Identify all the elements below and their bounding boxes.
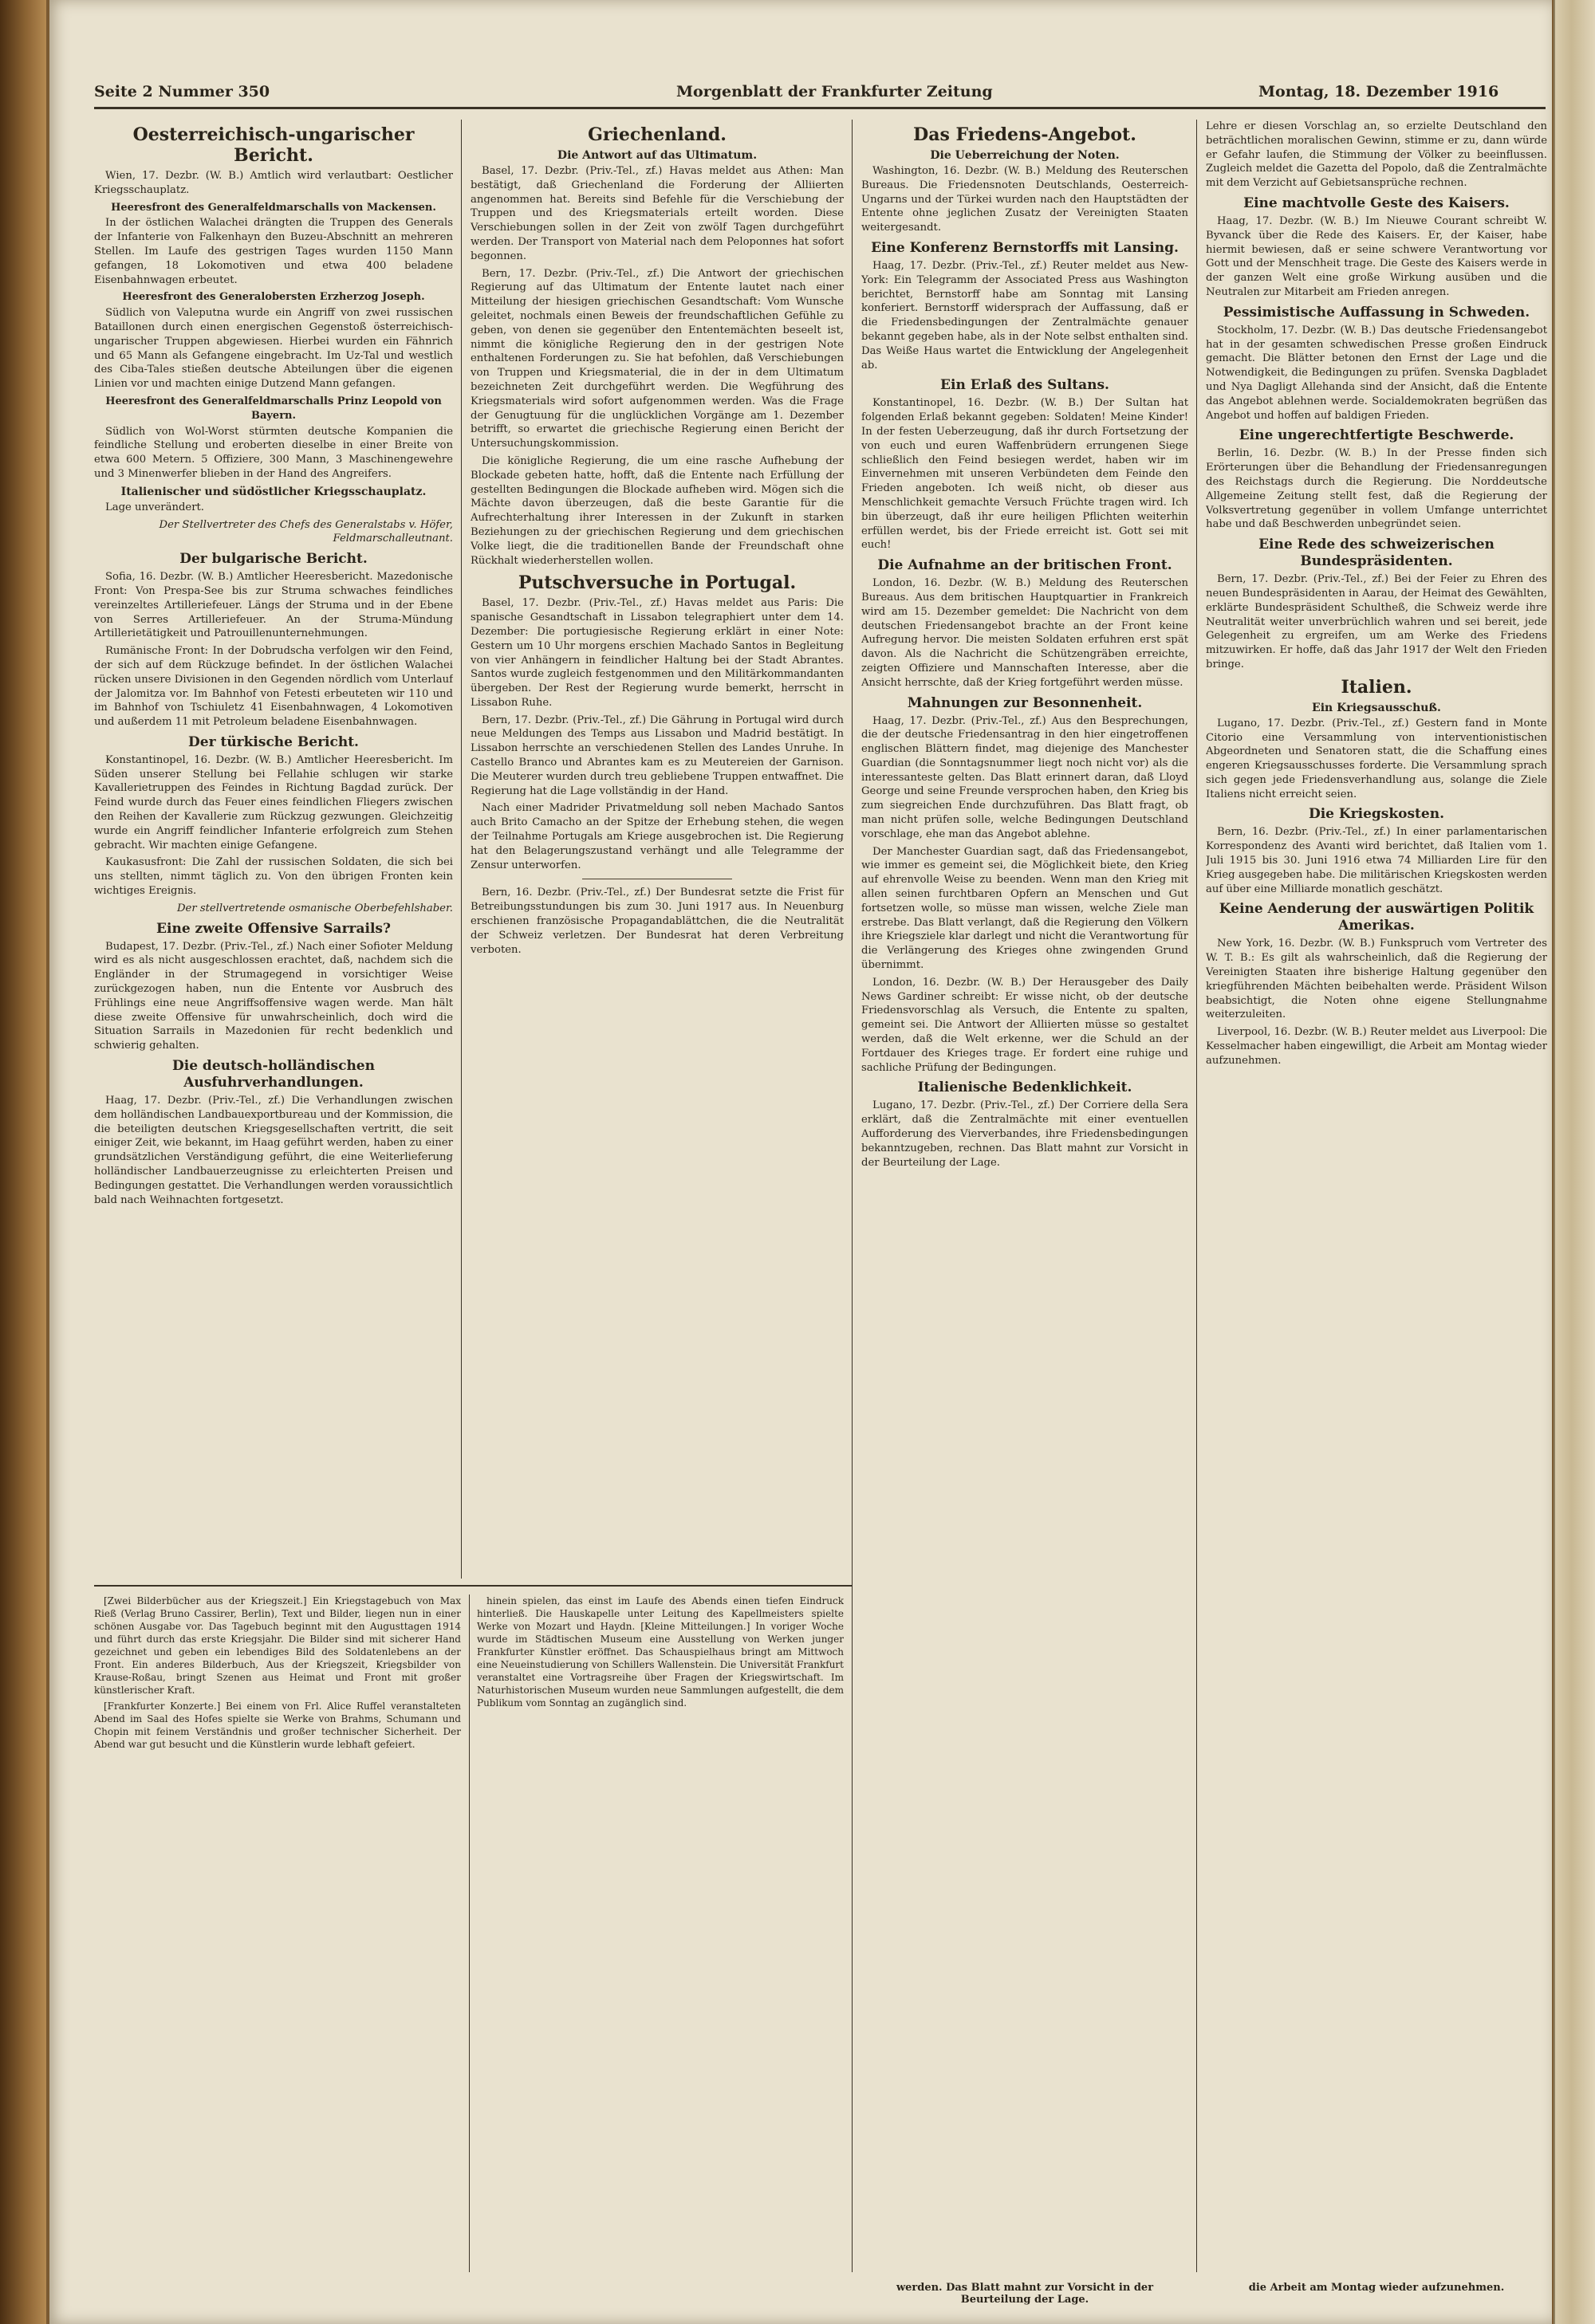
article-text: Die königliche Regierung, die um eine rasche Aufhebung der Blockade gebeten hatte, hofft, daß die Entente nach Erfüllung der gestellten Bedingungen die Blockade aufheben wird. Mögen sich die Mächte davon überzeugen, daß die beste Garantie für die Aufrechterhaltung ihrer Interessen in der Zukunft in starken Beziehungen zu der griechischen Regierung und dem griechischen Volke liegt, die die traditionellen Bande der Freundschaft ohne Rückhalt wiederherstellen wollen. [471,454,844,567]
feuilleton-left [94,1595,461,2272]
article-text: Budapest, 17. Dezbr. (Priv.-Tel., zf.) Nach einer Sofioter Meldung wird es als nicht ausgeschlossen erachtet, daß, nachdem sich die Engländer in der Strumagegend in vorsichtiger Weise zurückgezogen haben, nun die Entente vor Ausbruch des Frühlings eine neue Angriffsoffensive wagen werde. Man hält diese zweite Offensive für unwahrscheinlich, doch wird die Situation Sarrails in Mazedonien für recht bedenklich und schwierig gehalten. [94,940,453,1052]
headline-sultan: Ein Erlaß des Sultans. [940,377,1109,394]
headline-turkish-report: Der türkische Bericht. [188,733,359,750]
article-text: London, 16. Dezbr. (W. B.) Der Herausgeber des Daily News Gardiner schreibt: Er wisse nicht, ob der deutsche Friedensvorschlag als Versuch, die Entente zu spalten, gemeint sei. Die Antwort der Alliierten müsse so gestaltet werden, daß die Welt erkenne, wer die Schuld an der Fortdauer des Krieges trage. Er fordert eine ruhige und sachliche Prüfung der Bedingungen. [861,976,1188,1074]
headline-prudence: Mahnungen zur Besonnenheit. [907,694,1143,711]
subheading: Die Antwort auf das Ultimatum. [557,149,758,162]
article-text: Liverpool, 16. Dezbr. (W. B.) Reuter meldet aus Liverpool: Die Kesselmacher haben eingewilligt, die Arbeit am Montag wieder aufzunehmen. [1206,1026,1547,1067]
headline-bulgarian-report: Der bulgarische Bericht. [179,551,368,568]
headline-lansing: Eine Konferenz Bernstorffs mit Lansing. [871,239,1179,256]
article-text: Nach einer Madrider Privatmeldung soll neben Machado Santos auch Brito Camacho an der Spitze der Erhebung stehen, die wegen der Teilnahme Portugals am Kriege ausgebrochen ist. Die Regierung hat den Belagerungszustand verhängt und alle Telegramme der Zensur unterworfen. [471,802,844,871]
article-text: Berlin, 16. Dezbr. (W. B.) In der Presse finden sich Erörterungen über die Behandlung der Friedensanregungen des Reichstags durch die Regierung. Die Norddeutsche Allgemeine Zeitung stellt fest, daß die Regierung der Volksvertretung gegenüber in vollem Umfange unterrichtet habe und daß Beschwerden unbegründet seien. [1206,447,1547,531]
subheading: Heeresfront des Generalfeldmarschalls Prinz Leopold von Bayern. [105,395,442,422]
column-4 [1206,120,1547,2264]
article-text: Bern, 17. Dezbr. (Priv.-Tel., zf.) Die Gährung in Portugal wird durch neue Meldungen des Temps aus Lissabon und Madrid bestätigt. In Lissabon herrschte an verschiedenen Stellen des Landes Unruhe. In Castello Branco und Abrantes kam es zu Meutereien der Garnison. Die Meuterer wurden durch treu gebliebene Truppen entwaffnet. Die Regierung hat die Lage vollständig in der Hand. [471,714,844,797]
article-text: Lugano, 17. Dezbr. (Priv.-Tel., zf.) Der Corriere della Sera erklärt, daß die Zentralmächte mit einer eventuellen Aufforderung des Vierverbandes, ihre Friedensbedingungen bekanntzugeben, rechnen. Das Blatt mahnt zur Vorsicht in der Beurteilung der Lage. [861,1099,1188,1169]
article-text: Haag, 17. Dezbr. (Priv.-Tel., zf.) Die Verhandlungen zwischen dem holländischen Landbauexportbureau und der Kommission, die die beteiligten deutschen Kriegsgesellschaften vertritt, die seit einiger Zeit, wie bekannt, im Haag geführt werden, haben zu einer grundsätzlichen Verständigung geführt, die eine Weiterlieferung holländischer Landbauerzeugnisse zu erleichterten Preisen und Bedingungen gestattet. Die Verhandlungen werden voraussichtlich bald nach Weihnachten fortgesetzt. [94,1095,453,1206]
masthead [94,83,1546,107]
headline-austro-hungarian-report: Oesterreichisch-ungarischer Bericht. [132,124,415,166]
issue-date: Montag, 18. Dezember 1916 [1258,83,1499,100]
feuilleton-text: [Frankfurter Konzerte.] Bei einem von Frl. Alice Ruffel veranstalteten Abend im Saal des Hofes spielte sie Werke von Brahms, Schumann und Chopin mit feinem Verständnis und großer technischer Sicherheit. Der Abend war gut besucht und die Künstlerin wurde lebhaft gefeiert. [94,1701,461,1750]
article-text: Bern, 16. Dezbr. (Priv.-Tel., zf.) Der Bundesrat setzte die Frist für Betreibungsstundungen bis zum 30. Juni 1917 aus. In Neuenburg erschienen französische Propagandablättchen, die die Neutralität der Schweiz verletzen. Der Bundesrat hat deren Verbreitung verboten. [471,887,844,956]
article-text: Konstantinopel, 16. Dezbr. (W. B.) Amtlicher Heeresbericht. Im Süden unserer Stellung bei Fellahie schlugen wir starke Kavallerietruppen des Feindes in Richtung Bagdad zurück. Der Feind wurde durch das Feuer eines feindlichen Fliegers zwischen den Reihen der Kavallerie zum Rückzug gezwungen. Gleichzeitig wurde ein Angriff feindlicher Infanterie erfolgreich zum Stehen gebracht. Wir machten einige Gefangene. [94,753,453,851]
feuilleton-middle [477,1595,844,2272]
headline-swiss-president: Eine Rede des schweizerischen Bundespräsidenten. [1258,537,1495,570]
column-rule [1196,120,1197,2272]
subheading: Italienischer und südöstlicher Kriegsschauplatz. [120,485,427,498]
headline-war-costs: Die Kriegskosten. [1308,806,1445,823]
article-text: Bern, 17. Dezbr. (Priv.-Tel., zf.) Bei der Feier zu Ehren des neuen Bundespräsidenten in Aarau, der Heimat des Gewählten, erklärte Bundespräsident Schultheß, die Schweiz werde ihre Neutralität weiter unverbrüchlich wahren und sei bereit, jede Gelegenheit zu ergreifen, um am Werke des Friedens mitzuwirken. Er hoffe, daß das Jahr 1917 der Welt den Frieden bringe. [1206,573,1547,670]
article-text: Bern, 17. Dezbr. (Priv.-Tel., zf.) Die Antwort der griechischen Regierung auf das Ultimatum der Entente lautet nach einer Mitteilung der hiesigen griechischen Gesandtschaft: Vom Wunsche geleitet, nochmals einen Beweis der freundschaftlichen Gefühle zu geben, von denen sie gegenüber den Ententemächten beseelt ist, nimmt die königliche Regierung den in der gestrigen Note enthaltenen Forderungen zu. Sie hat befohlen, daß Verschiebungen von Truppen und Kriegsmaterial, die in der in dem Ultimatum bezeichneten Zeit durchgeführt werden. Die Wegführung des Kriegsmaterials wird sofort aufgenommen werden. Was die Frage der Genugtuung für die unglücklichen Vorgänge am 1. Dezember betrifft, so erwartet die griechische Regierung einen Bericht der Untersuchungskommission. [471,267,844,450]
footer-line: die Arbeit am Montag wieder aufzunehmen. [1248,2282,1505,2294]
article-text: In der östlichen Walachei drängten die Truppen des Generals der Infanterie von Falkenhayn den Buzeu-Abschnitt an mehreren Stellen. Im Laufe des gestrigen Tages wurden 1150 Mann gefangen, 18 Lokomotiven und etwa 400 beladene Eisenbahnwagen erbeutet. [94,217,453,286]
masthead-rule [94,107,1546,109]
article-text: Konstantinopel, 16. Dezbr. (W. B.) Der Sultan hat folgenden Erlaß bekannt gegeben: Soldaten! Meine Kinder! In der festen Ueberzeugung, daß ihr durch Fortsetzung der von euch und euren Waffenbrüdern errungenen Siege schließlich den Feind besiegen werdet, haben wir im Einvernehmen mit unseren Verbündeten dem Feinde den Frieden angeboten. Ich weiß nicht, ob dieser aus Menschlichkeit gemachte Versuch Früchte tragen wird. Ich bin überzeugt, daß ihr eure heiligen Pflichten weiterhin erfüllen werdet, bis der Friede erreicht ist. Gott sei mit euch! [861,397,1188,552]
headline-peace-offer: Das Friedens-Angebot. [913,124,1136,145]
article-text: Haag, 17. Dezbr. (W. B.) Im Nieuwe Courant schreibt W. Byvanck über die Rede des Kaisers. Er, der Kaiser, habe hiermit bewiesen, daß er seine schwere Verantwortung vor Gott und der Menschheit trage. Die Geste des Kaisers werde in der ganzen Welt eine große Wirkung ausüben und die Neutralen zur Mitarbeit am Frieden anregen. [1206,214,1547,298]
article-text: New York, 16. Dezbr. (W. B.) Funkspruch vom Vertreter des W. T. B.: Es gilt als wahrscheinlich, daß die Regierung der Vereinigten Staaten ihre bisherige Haltung gegenüber den kriegführenden Mächten beibehalten werde. Präsident Wilson beabsichtigt, die Noten ohne eigene Stellungnahme weiterzuleiten. [1206,938,1547,1021]
newspaper-title: Morgenblatt der Frankfurter Zeitung [676,83,993,100]
next-page-edge [1554,0,1595,2324]
column-2 [471,120,844,1579]
subheading: Heeresfront des Generalobersten Erzherzog Joseph. [122,291,425,304]
column-rule [461,120,462,1579]
headline-sarrail: Eine zweite Offensive Sarrails? [156,920,391,937]
column-1 [94,120,453,1579]
article-text: Lehre er diesen Vorschlag an, so erzielte Deutschland den beträchtlichen moralischen Gewinn, stimme er zu, dann würde er Gefahr laufen, die Stimmung der Völker zu beeinflussen. Zugleich meldet die Gazetta del Popolo, daß die Zentralmächte mit dem Verzicht auf Gebietsansprüche rechnen. [1206,120,1547,190]
article-text: Der Manchester Guardian sagt, daß das Friedensangebot, wie immer es gemeint sei, die Möglichkeit biete, den Krieg auf ehrenvolle Weise zu beenden. Wenn man den Krieg mit allen seinen furchtbaren Opfern an Menschen und Gut fortsetzen wolle, so müsse man wissen, welche Ziele man erstrebe. Das Blatt verlangt, daß die Regierung den Völkern ihre Kriegsziele klar darlegt und nicht die Verantwortung für die Verlängerung des Krieges ohne zwingenden Grund übernimmt. [861,845,1188,972]
column-3 [861,120,1188,2264]
article-text: Stockholm, 17. Dezbr. (W. B.) Das deutsche Friedensangebot hat in der gesamten schwedischen Presse großen Eindruck gemacht. Die Blätter betonen den Ernst der Lage und die Notwendigkeit, die Bedingungen zu prüfen. Svenska Dagbladet und Nya Dagligt Allehanda sind der Ansicht, daß die Entente das Angebot ablehnen werde. Socialdemokraten begrüßen das Angebot und hoffen auf baldigen Frieden. [1206,324,1547,422]
headline-sweden: Pessimistische Auffassung in Schweden. [1223,304,1530,320]
article-text: Haag, 17. Dezbr. (Priv.-Tel., zf.) Aus den Besprechungen, die der deutsche Friedensantrag in den hier eingetroffenen englischen Blättern findet, mag diejenige des Manchester Guardian (die Sonntagsnummer liegt noch nicht vor) als die interessanteste gelten. Das Blatt erinnert daran, daß Lloyd George und seine Freunde versprochen haben, den Krieg bis zum siegreichen Ende durchzuführen. Das Blatt fragt, ob man nicht prüfen solle, welche Bedingungen Deutschland vorschlage, ehe man das Angebot ablehne. [861,714,1188,840]
article-text: Lugano, 17. Dezbr. (Priv.-Tel., zf.) Gestern fand in Monte Citorio eine Versammlung von interventionistischen Abgeordneten und Senatoren statt, die die Schaffung eines engeren Kriegsausschusses forderte. Die Versammlung sprach sich gegen jede Friedensverhandlung aus, solange die Ziele Italiens nicht erreicht seien. [1206,717,1547,800]
footer-line: werden. Das Blatt mahnt zur Vorsicht in der Beurteilung der Lage. [896,2282,1154,2306]
headline-portugal: Putschversuche in Portugal. [518,572,797,594]
article-text: Südlich von Valeputna wurde ein Angriff von zwei russischen Bataillonen durch einen energischen Gegenstoß österreichisch-ungarischer Truppen abgewiesen. Hierbei wurden ein Fähnrich und 65 Mann als Gefangene eingebracht. Im Uz-Tal und westlich des Ciba-Tales stießen deutsche Abteilungen über die eigenen Linien vor und machten einige Dutzend Mann gefangen. [94,307,453,391]
article-text: Haag, 17. Dezbr. (Priv.-Tel., zf.) Reuter meldet aus New-York: Ein Telegramm der Associated Press aus Washington berichtet, Bernstorff habe am Sonntag mit Lansing konferiert. Bernstorff widersprach der Auffassung, daß er die Friedensbedingungen der Zentralmächte genauer bekannt gegeben habe, als in der Note selbst enthalten sind. Das Weiße Haus wartet die Entwicklung der Angelegenheit ab. [861,259,1188,372]
signature: Der stellvertretende osmanische Oberbefehlshaber. [176,902,453,914]
subheading: Heeresfront des Generalfeldmarschalls von Mackensen. [111,201,436,214]
headline-kaiser-gesture: Eine machtvolle Geste des Kaisers. [1243,195,1510,211]
headline-complaint: Eine ungerechtfertigte Beschwerde. [1239,427,1514,444]
article-text: Washington, 16. Dezbr. (W. B.) Meldung des Reuterschen Bureaus. Die Friedensnoten Deutschlands, Oesterreich-Ungarns und der Türkei wurden nach den Hauptstädten der Entente ohne jeglichen Zusatz der Vereinigten Staaten weitergesandt. [861,165,1188,234]
headline-italy: Italien. [1341,676,1412,698]
book-binding [0,0,46,2324]
headline-america: Keine Aenderung der auswärtigen Politik Amerikas. [1219,901,1534,934]
headline-dutch-negotiations: Die deutsch-holländischen Ausfuhrverhandlungen. [172,1058,375,1091]
article-text: Basel, 17. Dezbr. (Priv.-Tel., zf.) Havas meldet aus Paris: Die spanische Gesandtschaft in Lissabon telegraphiert unter dem 14. Dezember: Die portugiesische Regierung erklärt in einer Note: Gestern um 10 Uhr morgens erschien Machado Santos in Begleitung von vier Anhängern in feindlicher Haltung bei der Stadt Abrantes. Santos wurde zugleich festgenommen und den Militärkommandanten übergeben. Der Rest der Regierung wurde bemerkt, herrscht in Lissabon Ruhe. [471,597,844,709]
article-text: Bern, 16. Dezbr. (Priv.-Tel., zf.) In einer parlamentarischen Korrespondenz des Avanti wird berichtet, daß Italien vom 1. Juli 1915 bis 30. Juni 1916 etwa 74 Milliarden Lire für den Krieg ausgegeben habe. Die militärischen Kriegskosten werden auf über eine Milliarde monatlich geschätzt. [1206,826,1547,895]
article-text: Südlich von Wol-Worst stürmten deutsche Kompanien die feindliche Stellung und eroberten dieselbe in einer Breite von etwa 600 Metern. 5 Offiziere, 300 Mann, 3 Maschinengewehre und 3 Minenwerfer blieben in der Hand des Angreifers. [94,425,453,480]
feuilleton-text: hinein spielen, das einst im Laufe des Abends einen tiefen Eindruck hinterließ. Die Hauskapelle unter Leitung des Kapellmeisters spielte Werke von Mozart und Haydn. [Kleine Mitteilungen.] In voriger Woche wurde im Städtischen Museum eine Ausstellung von Werken junger Frankfurter Künstler eröffnet. Das Schauspielhaus bringt am Mittwoch eine Neueinstudierung von Schillers Wallenstein. Die Universität Frankfurt veranstaltet eine Vortragsreihe über Fragen der Kriegswirtschaft. Im Naturhistorischen Museum wurden neue Sammlungen aufgestellt, die dem Publikum vom Sonntag an zugänglich sind. [477,1595,844,1709]
article-text: Sofia, 16. Dezbr. (W. B.) Amtlicher Heeresbericht. Mazedonische Front: Von Prespa-See bis zur Struma schwaches feindliches vereinzeltes Artilleriefeuer. Längs der Struma und in der Ebene von Serres Artilleriefeuer. An der Struma-Mündung Artillerietätigkeit und Patrouillenunternehmungen. [94,571,453,640]
column-rule [852,120,853,2272]
article-text: Lage unverändert. [105,501,204,513]
article-text: London, 16. Dezbr. (W. B.) Meldung des Reuterschen Bureaus. Aus dem britischen Hauptquartier in Frankreich wird am 15. Dezember gemeldet: Die Nachricht von dem deutschen Friedensangebot brachte an der Front keine Aufregung hervor. Die meisten Soldaten erfuhren erst spät davon. Als die Nachricht die Schützengräben erreichte, zeigten Offiziere und Mannschaften Interesse, aber die Ansicht herrschte, daß der Krieg fortgeführt werden müsse. [861,577,1188,689]
page-number: Seite 2 Nummer 350 [94,83,270,100]
headline-greece: Griechenland. [588,124,727,145]
article-text: Wien, 17. Dezbr. (W. B.) Amtlich wird verlautbart: Oestlicher Kriegsschauplatz. [94,170,453,196]
headline-italian-concern: Italienische Bedenklichkeit. [917,1079,1132,1096]
article-text: Rumänische Front: In der Dobrudscha verfolgen wir den Feind, der sich auf dem Rückzuge befindet. In der östlichen Walachei rücken unsere Divisionen in den Gegenden nördlich vom Unterlauf der Jalomitza vor. Im Bahnhof von Fetesti erbeuteten wir 110 und im Bahnhof von Tschiuletz 41 Eisenbahnwagen, 4 Lokomotiven und außerdem 11 mit Petroleum beladene Eisenbahnwagen. [94,645,453,729]
article-text: Basel, 17. Dezbr. (Priv.-Tel., zf.) Havas meldet aus Athen: Man bestätigt, daß Griechenland die Forderung der Alliierten angenommen hat. Bereits sind Befehle für die Verschiebung der Truppen und des Kriegsmaterials erteilt worden. Diese Verschiebungen sollen in der Zeit von zwölf Tagen durchgeführt werden. Der Transport von Material nach dem Peloponnes hat sofort begonnen. [471,165,844,262]
subheading: Ein Kriegsausschuß. [1312,701,1441,714]
feuilleton-text: [Zwei Bilderbücher aus der Kriegszeit.] Ein Kriegstagebuch von Max Rieß (Verlag Bruno Cassirer, Berlin), Text und Bilder, liegen nun in einer schönen Ausgabe vor. Das Tagebuch beginnt mit den Augusttagen 1914 und führt durch das erste Kriegsjahr. Die Bilder sind mit sicherer Hand gezeichnet und geben ein lebendiges Bild des Soldatenlebens an der Front. Ein anderes Bilderbuch, Aus der Kriegszeit, Kriegsbilder von Krause-Roßau, bringt Szenen aus Heimat und Front mit großer künstlerischer Kraft. [94,1595,461,1696]
feuilleton-rule [94,1585,852,1587]
headline-british-front: Die Aufnahme an der britischen Front. [877,557,1172,574]
article-text: Kaukasusfront: Die Zahl der russischen Soldaten, die sich bei uns stellten, nimmt täglich zu. Von den übrigen Fronten kein wichtiges Ereignis. [94,856,453,898]
subheading: Die Ueberreichung der Noten. [930,149,1120,162]
column-rule [469,1595,470,2272]
signature: Der Stellvertreter des Chefs des Generalstabs v. Höfer, Feldmarschalleutnant. [159,518,453,545]
